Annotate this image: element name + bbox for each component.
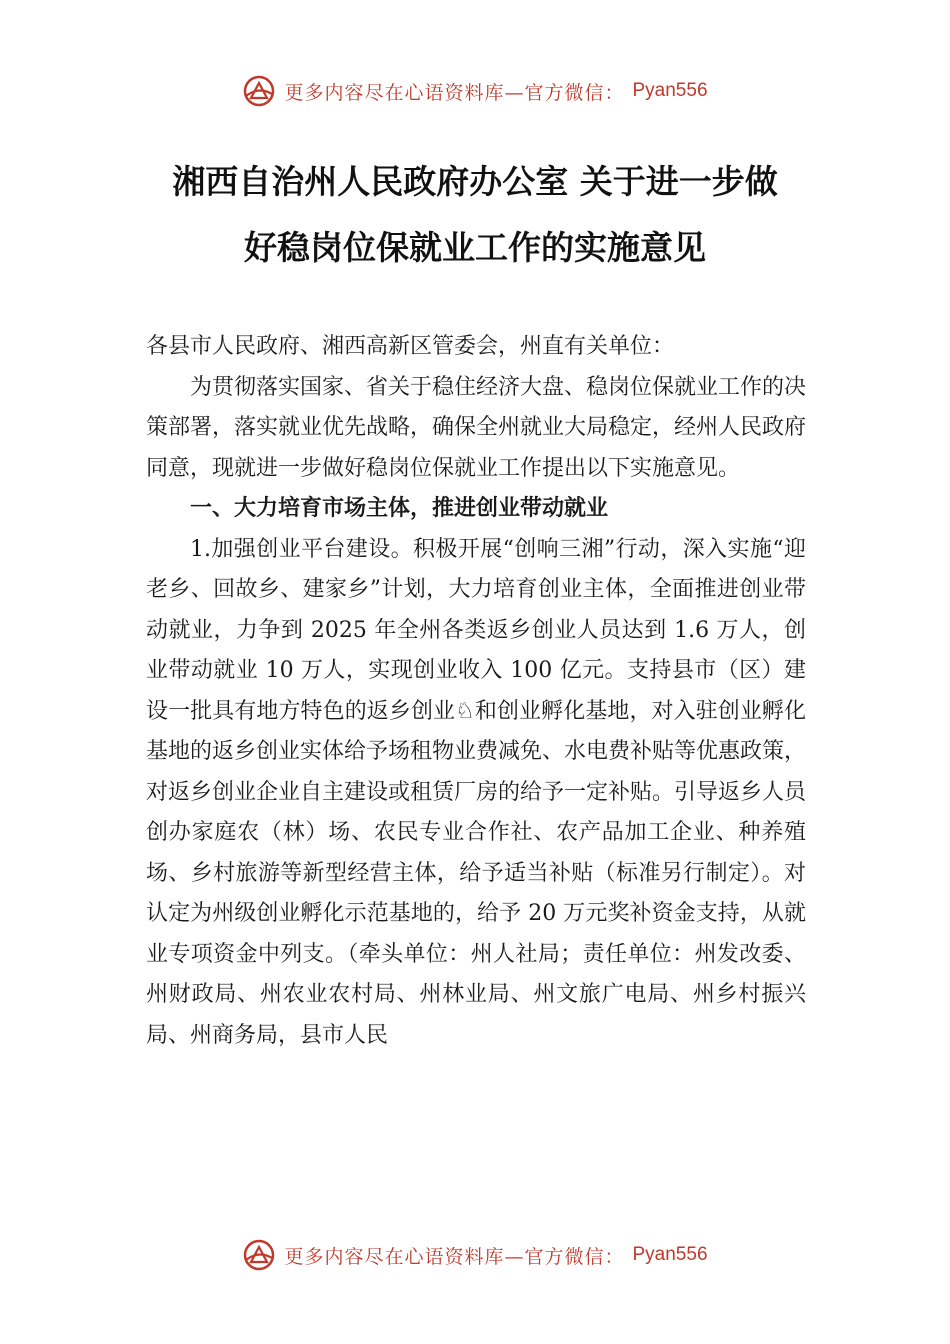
document-title-line-1: 湘西自治州人民政府办公室 关于进一步做 [172, 162, 778, 201]
intro-paragraph: 为贯彻落实国家、省关于稳住经济大盘、稳岗位保就业工作的决策部署，落实就业优先战略，确保全州就业大局稳定，经州人民政府同意，现就进一步做好稳岗位保就业工作提出以下实施意见。 [146, 374, 807, 481]
watermark-header [0, 74, 950, 108]
section-heading: 一、大力培育市场主体，推进创业带动就业 [190, 496, 609, 521]
watermark-handle: Pyan556 [632, 80, 708, 101]
document-body [146, 327, 806, 1056]
document-title-line-2: 好稳岗位保就业工作的实施意见 [244, 228, 706, 267]
salutation: 各县市人民政府、湘西高新区管委会，州直有关单位： [146, 334, 675, 359]
watermark-handle: Pyan556 [632, 1244, 708, 1265]
body-paragraph: 1.加强创业平台建设。积极开展“创响三湘”行动，深入实施“迎老乡、回故乡、建家乡”计划，大力培育创业主体，全面推进创业带动就业，力争到 2025 年全州各类返乡创业人员达到 1.6 万人，创业带动就业 10 万人，实现创业收入 100 亿元。支持县市（区）建设一批具有地方特色的返乡创业♘和创业孵化基地，对入驻创业孵化基地的返乡创业实体给予场租物业费减免、水电费补贴等优惠政策，对返乡创业企业自主建设或租赁厂房的给予一定补贴。引导返乡人员创办家庭农（林）场、农民专业合作社、农产品加工企业、种养殖场、乡村旅游等新型经营主体，给予适当补贴（标准另行制定）。对认定为州级创业孵化示范基地的，给予 20 万元奖补资金支持，从就业专项资金中列支。（牵头单位：州人社局；责任单位：州发改委、州财政局、州农业农村局、州林业局、州文旅广电局、州乡村振兴局、州商务局，县市人民 [146, 536, 807, 1048]
seal-logo-icon [242, 1238, 276, 1272]
watermark-text: 更多内容尽在心语资料库—官方微信： [284, 81, 625, 104]
watermark-footer [0, 1238, 950, 1272]
seal-logo-icon [242, 74, 276, 108]
watermark-text: 更多内容尽在心语资料库—官方微信： [284, 1245, 625, 1268]
